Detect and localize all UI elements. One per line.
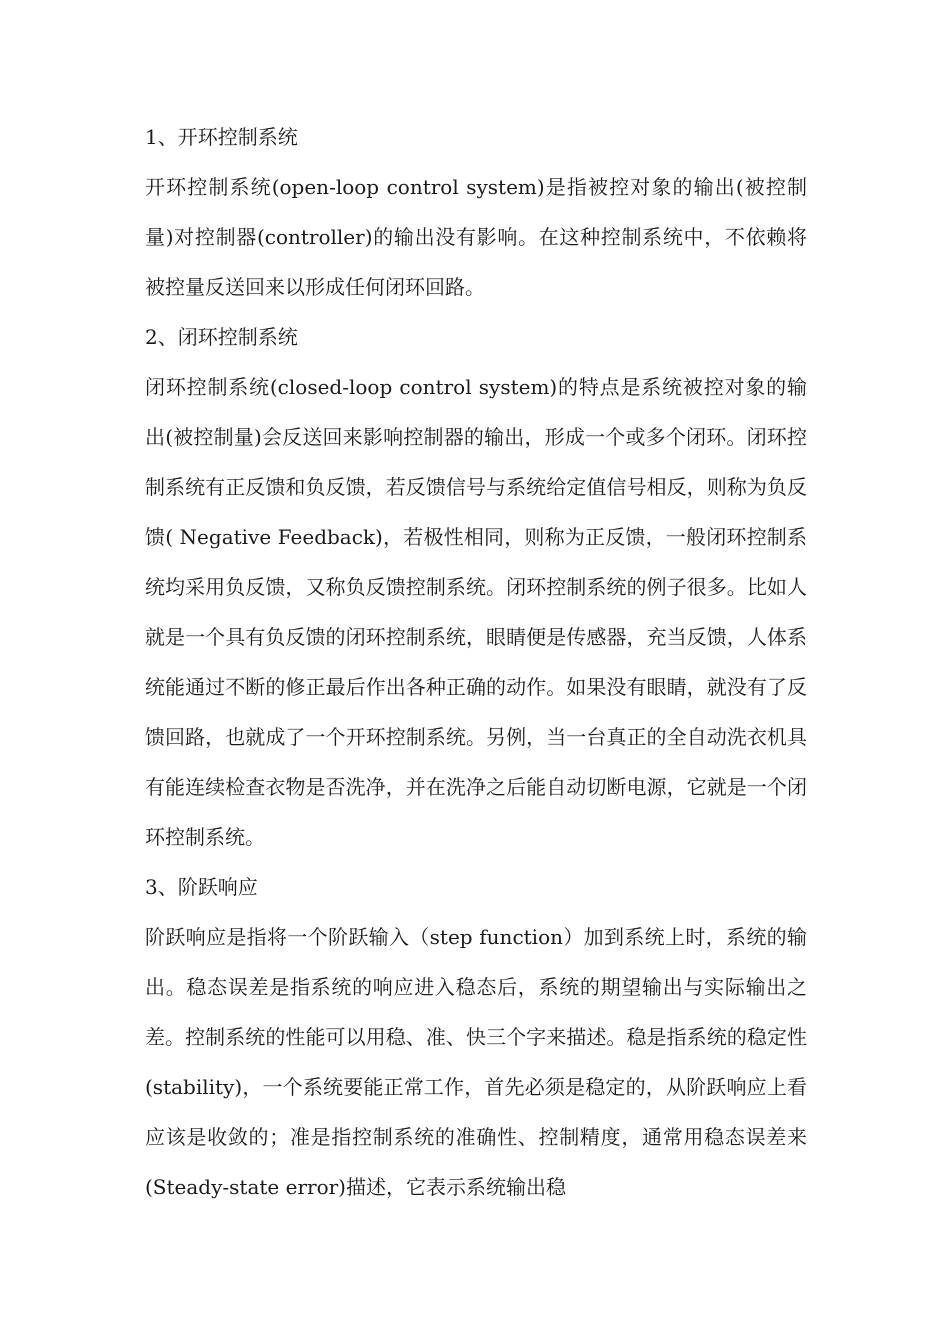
section-heading-step-response: 3、阶跃响应 (145, 875, 258, 899)
section-paragraph-closed-loop: 闭环控制系统(closed-loop control system)的特点是系统被控对象的输出(被控制量)会反送回来影响控制器的输出，形成一个或多个闭环。闭环控制系统有正反馈和负反馈，若反馈信号与系统给定值信号相反，则称为负反馈( Negative Feedback)，若极性相同，则称为正反馈，一般闭环控制系统均采用负反馈，又称负反馈控制系统。闭环控制系统的例子很多。比如人就是一个具有负反馈的闭环控制系统，眼睛便是传感器，充当反馈，人体系统能通过不断的修正最后作出各种正确的动作。如果没有眼睛，就没有了反馈回路，也就成了一个开环控制系统。另例，当一台真正的全自动洗衣机具有能连续检查衣物是否洗净，并在洗净之后能自动切断电源，它就是一个闭环控制系统。 (145, 375, 807, 849)
section-paragraph-open-loop: 开环控制系统(open-loop control system)是指被控对象的输出(被控制量)对控制器(controller)的输出没有影响。在这种控制系统中，不依赖将被控量反送回来以形成任何闭环回路。 (145, 175, 807, 299)
section-paragraph-step-response: 阶跃响应是指将一个阶跃输入（step function）加到系统上时，系统的输出。稳态误差是指系统的响应进入稳态后，系统的期望输出与实际输出之差。控制系统的性能可以用稳、准、快三个字来描述。稳是指系统的稳定性(stability)，一个系统要能正常工作，首先必须是稳定的，从阶跃响应上看应该是收敛的；准是指控制系统的准确性、控制精度，通常用稳态误差来(Steady-state error)描述，它表示系统输出稳 (145, 925, 807, 1199)
document-body (145, 112, 807, 1212)
section-heading-open-loop: 1、开环控制系统 (145, 125, 298, 149)
section-heading-closed-loop: 2、闭环控制系统 (145, 325, 298, 349)
